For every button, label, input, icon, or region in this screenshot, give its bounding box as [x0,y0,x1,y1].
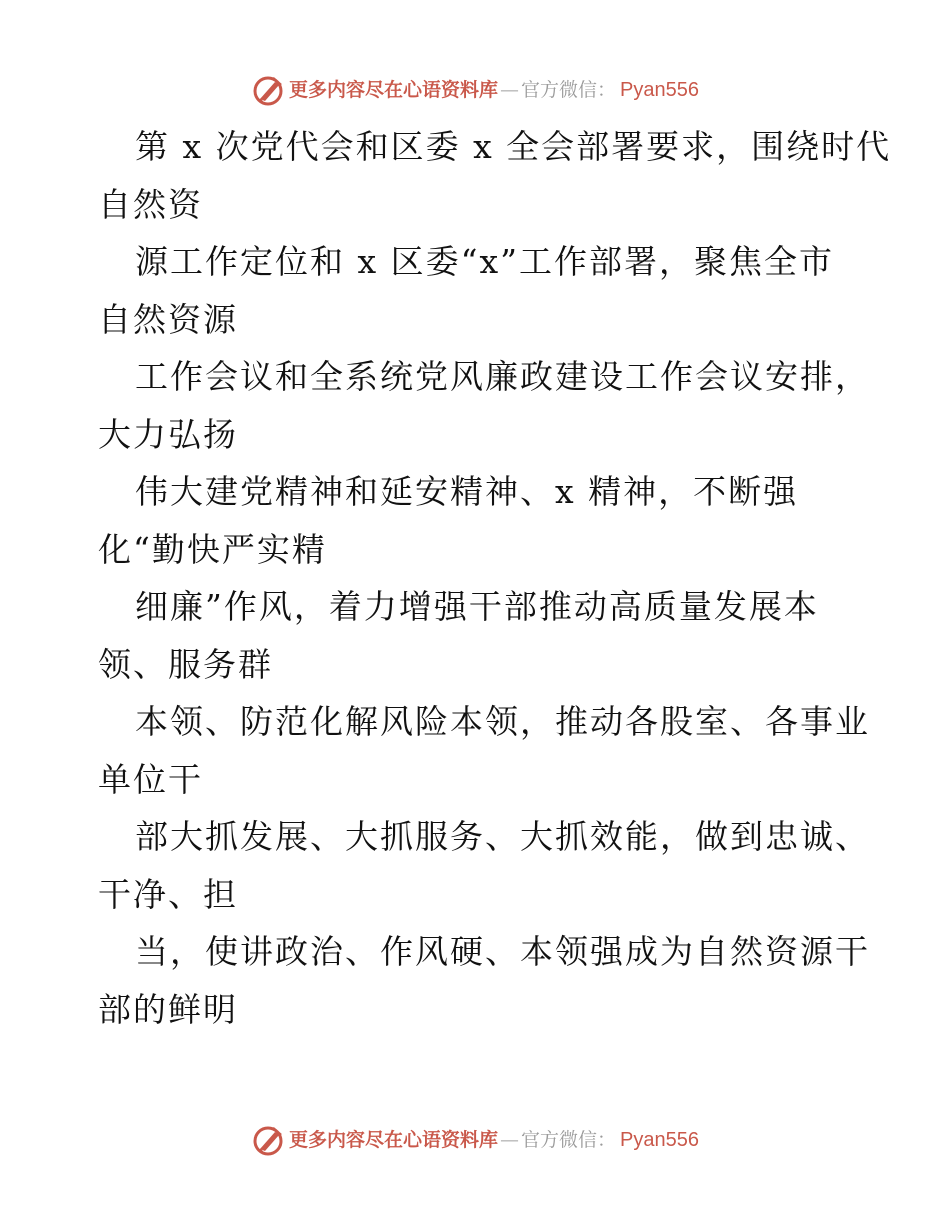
pen-nib-logo-icon [251,73,285,107]
watermark-dash: — [500,1128,520,1151]
watermark-handle: Pyan556 [620,1129,699,1151]
watermark-label: 官方微信： [521,1128,617,1151]
body-line: 细廉”作风，着力增强干部推动高质量发展本 [135,587,819,626]
body-line: 干净、担 [98,874,238,914]
body-line: 工作会议和全系统党风廉政建设工作会议安排， [135,357,870,396]
body-line: 大力弘扬 [98,414,238,454]
body-line: 化“勤快严实精 [98,529,327,569]
body-line: 当，使讲政治、作风硬、本领强成为自然资源干 [135,932,870,971]
body-line: 伟大建党精神和延安精神、x 精神，不断强 [135,472,799,511]
pen-nib-logo-icon [251,1123,285,1157]
body-line: 部的鲜明 [98,989,238,1029]
body-line: 自然资源 [98,299,238,339]
body-line: 本领、防范化解风险本领，推动各股室、各事业 [135,702,870,741]
watermark-main-text: 更多内容尽在心语资料库 [289,78,499,101]
watermark-main-text: 更多内容尽在心语资料库 [289,1128,499,1151]
watermark-handle: Pyan556 [620,79,699,101]
watermark-dash: — [500,78,520,101]
body-line: 源工作定位和 x 区委“x”工作部署，聚焦全市 [135,242,834,281]
body-line: 第 x 次党代会和区委 x 全会部署要求，围绕时代 [135,127,892,166]
document-body [98,118,892,1038]
body-line: 部大抓发展、大抓服务、大抓效能，做到忠诚、 [135,817,870,856]
body-line: 领、服务群 [98,644,273,684]
body-line: 单位干 [98,759,203,799]
watermark-label: 官方微信： [521,78,617,101]
footer-watermark [0,1120,950,1160]
body-line: 自然资 [98,184,203,224]
header-watermark [0,70,950,110]
